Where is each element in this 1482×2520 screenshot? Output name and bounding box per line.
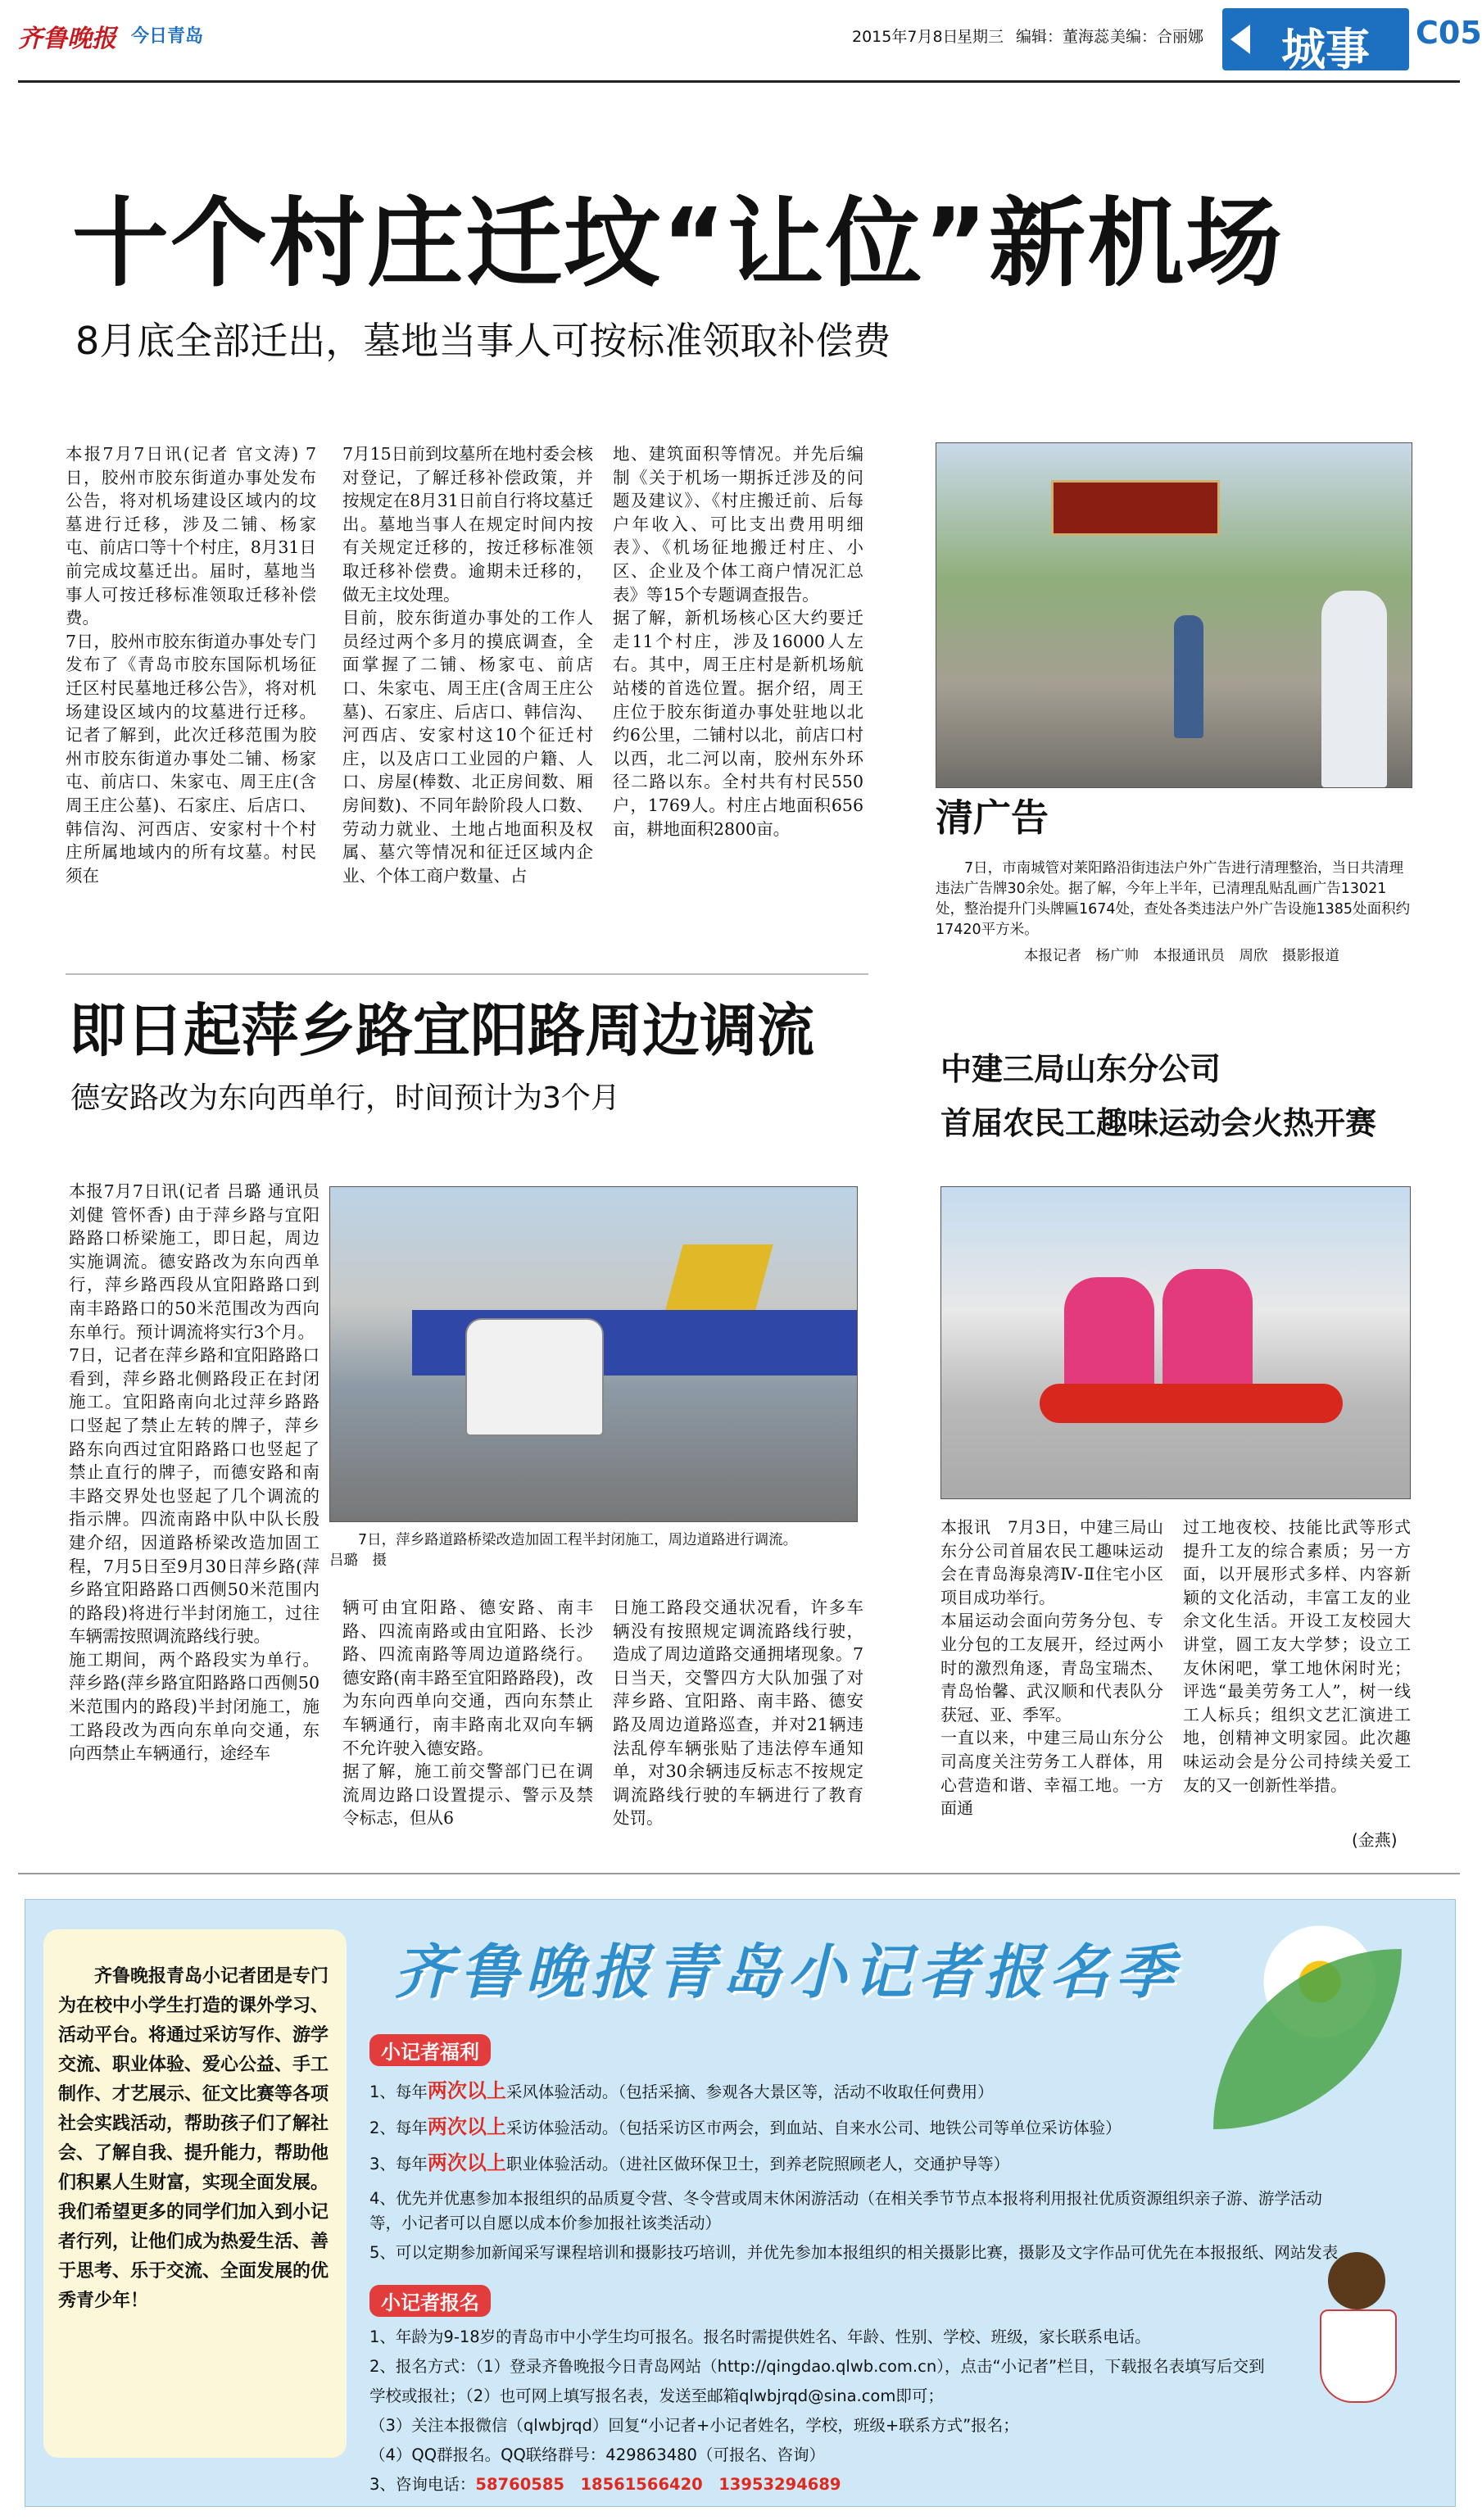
column-name: 今日青岛 <box>131 26 204 47</box>
signup-item: （4）QQ群报名。QQ联络群号：429863480（可报名、咨询） <box>369 2445 825 2464</box>
brief-title: 清广告 <box>936 795 1049 840</box>
editor-credit: 编辑：董海蕊 <box>1016 28 1110 46</box>
benefit-item: 3、每年两次以上职业体验活动。（进社区做环保卫士，到养老院照顾老人，交通护导等） <box>369 2151 1010 2174</box>
signup-item: 3、咨询电话：58760585 18561566420 13953294689 <box>369 2475 841 2494</box>
signup-pill: 小记者报名 <box>369 2285 491 2317</box>
story1-column-1: 本报7月7日讯(记者 官文涛) 7日，胶州市胶东街道办事处发布公告，将对机场建设区域内的坟墓进行迁移，涉及二铺、杨家屯、前店口等十个村庄，8月31日前完成坟墓迁出。届时，墓地当事人可按迁移标准领取迁移补偿费。 7日，胶州市胶东街道办事处专门发布了《青岛市胶东国际机场征迁区村民墓地迁移公告》，将对机场建设区域内的坟墓进行迁移。记者了解到，此次迁移范围为胶州市胶东街道办事处二铺、杨家屯、前店口、朱家屯、周王庄(含周王庄公墓)、石家庄、后店口、韩信沟、河西店、安家村十个村庄所属地域内的所有坟墓。村民须在 <box>66 444 316 886</box>
girl-dress <box>1320 2309 1397 2403</box>
signup-item: 1、年龄为9-18岁的青岛市中小学生均可报名。报名时需提供姓名、年龄、性别、学校、班级，家长联系电话。 <box>369 2327 1151 2346</box>
benefits-heading <box>369 2034 491 2066</box>
story2-column-1: 本报7月7日讯(记者 吕璐 通讯员 刘健 管怀香) 由于萍乡路与宜阳路路口桥梁施工，即日起，周边实施调流。德安路改为东向西单行，萍乡路西段从宜阳路路口到南丰路路口的50米范围改为西向东单行。预计调流将实行3个月。 7日，记者在萍乡路和宜阳路路口看到，萍乡路北侧路段正在封闭施工。宜阳路南向北过萍乡路路口竖起了禁止左转的牌子，萍乡路东向西过宜阳路路口也竖起了禁止直行的牌子，而德安路和南丰路交界处也竖起了几个调流的指示牌。四流南路中队中队长殷建介绍，因道路桥梁改造加固工程，7月5日至9月30日萍乡路(萍乡路宜阳路路口西侧50米范围内的路段)将进行半封闭施工，过往车辆需按照调流路线行驶。 施工期间，两个路段实为单行。萍乡路(萍乡路宜阳路路口西侧50米范围内的路段)半封闭施工，施工路段改为西向东单向交通，东向西禁止车辆通行，途经车 <box>69 1181 320 1764</box>
section-arrow-icon <box>1230 25 1250 54</box>
issue-date: 2015年7月8日 <box>852 28 959 46</box>
divider-ad <box>18 1873 1460 1874</box>
ad-intro-text: 齐鲁晚报青岛小记者团是专门为在校中小学生打造的课外学习、活动平台。将通过采访写作、游学交流、职业体验、爱心公益、手工制作、才艺展示、征文比赛等各项社会实践活动，帮助孩子们了解社会、了解自我、提升能力，帮助他们积累人生财富，实现全面发展。 我们希望更多的同学们加入到小记者行列，让他们成为热爱生活、善于思考、乐于交流、全面发展的优秀青少年！ <box>58 1966 329 2311</box>
photo-sign-board <box>1051 480 1220 536</box>
story1-column-2: 7月15日前到坟墓所在地村委会核对登记，了解迁移补偿政策，并按规定在8月31日前自行将坟墓迁出。墓地当事人在规定时间内按有关规定迁移的，按迁移标准领取迁移补偿费。逾期未迁移的，做无主坟处理。 目前，胶东街道办事处的工作人员经过两个多月的摸底调查，全面掌握了二铺、杨家屯、前店口、朱家屯、周王庄(含周王庄公墓)、石家庄、后店口、韩信沟、河西店、安家村这10个征迁村庄，以及店口工业园的户籍、人口、房屋(棒数、北正房间数、厢房间数)、不同年龄阶段人口数、劳动力就业、土地占地面积及权属、墓穴等情况和征迁区域内企业、个体工商户数量、占 <box>342 444 593 886</box>
benefit-item: 2、每年两次以上采访体验活动。（包括采访区市两会，到血站、自来水公司、地铁公司等单位采访体验） <box>369 2115 1122 2138</box>
benefit-item: 4、优先并优惠参加本报组织的品质夏令营、冬令营或周末休闲游活动（在相关季节节点本报将利用报社优质资源组织亲子游、游学活动等，小记者可以自愿以成本价参加报社该类活动） <box>369 2189 1322 2232</box>
newspaper-logo: 齐鲁晚报 <box>18 25 116 53</box>
benefit-item: 5、可以定期参加新闻采写课程培训和摄影技巧培训，并优先参加本报组织的相关摄影比赛，摄影及文字作品可优先在本报报纸、网站发表 <box>369 2243 1339 2262</box>
girl-head <box>1328 2252 1385 2309</box>
photo-worker-pink-2 <box>1162 1269 1253 1400</box>
section-name: 城事 <box>1281 24 1370 75</box>
story3-column-1: 本报讯 7月3日，中建三局山东分公司首届农民工趣味运动会在青岛海泉湾Ⅳ-Ⅱ住宅小区项目成功举行。 本届运动会面向劳务分包、专业分包的工友展开，经过两小时的激烈角逐，青岛宝瑞杰、青岛怡馨、武汉顺和代表队分获冠、亚、季军。 一直以来，中建三局山东分公司高度关注劳务工人群体，用心营造和谐、幸福工地。一方面通 <box>940 1517 1163 1819</box>
benefit-item: 1、每年两次以上采风体验活动。（包括采摘、参观各大景区等，活动不收取任何费用） <box>369 2079 994 2102</box>
headline-story1: 十个村庄迁坟“让位”新机场 <box>72 187 1285 300</box>
story3-byline: (金燕) <box>1352 1830 1398 1850</box>
story1-column-3: 地、建筑面积等情况。并先后编制《关于机场一期拆迁涉及的问题及建议》、《村庄搬迁前、后每户年收入、可比支出费用明细表》、《机场征地搬迁村庄、小区、企业及个体工商户情况汇总表》等15个专题调查报告。 据了解，新机场核心区大约要迁走11个村庄，涉及16000人左右。其中，周王庄村是新机场航站楼的首选位置。据介绍，周王庄位于胶东街道办事处驻地以北约6公里，二铺村以北，前店口村以西，北二河以南，胶州东外环径二路以东。全村共有村民550户，1769人。村庄占地面积656亩，耕地面积2800亩。 <box>613 444 863 839</box>
signup-list <box>369 2323 1279 2500</box>
section-tab <box>1222 8 1409 75</box>
subhead-story1: 8月底全部迁出，墓地当事人可按标准领取补偿费 <box>75 319 891 363</box>
photo-van <box>465 1318 604 1436</box>
masthead <box>0 0 1482 82</box>
story2-column-2: 辆可由宜阳路、德安路、南丰路、四流南路或由宜阳路、长沙路、四流南路等周边道路绕行。德安路(南丰路至宜阳路路段)，改为东向西单向交通，西向东禁止车辆通行，南丰路南北双向车辆不允许驶入德安路。 据了解，施工前交警部门已在调流周边路口设置提示、警示及禁令标志，但从6 <box>342 1598 593 1829</box>
photo-worker-pink-1 <box>1064 1277 1154 1400</box>
ad-panel <box>25 1899 1456 2507</box>
signup-item: 2、报名方式：（1）登录齐鲁晚报今日青岛网站（http://qingdao.qlwb.com.cn），点击“小记者”栏目，下载报名表填写后交到学校或报社；（2）也可网上填写报名表，发送至邮箱qlwbjrqd@sina.com即可； <box>369 2357 1265 2405</box>
issue-weekday: 星期三 <box>957 28 1004 46</box>
benefits-pill: 小记者福利 <box>369 2034 491 2066</box>
designer-credit: 美编：合丽娜 <box>1110 28 1204 46</box>
photo-sports-meet <box>940 1186 1411 1499</box>
photo-red-log <box>1040 1384 1343 1423</box>
photo-road-caption: 7日，萍乡路道路桥梁改造加固工程半封闭施工，周边道路进行调流。 吕璐 摄 <box>329 1532 1020 1569</box>
signup-item: （3）关注本报微信（qlwbjrqd）回复“小记者+小记者姓名，学校，班级+联系方式”报名； <box>369 2416 1019 2435</box>
photo-officer-figure <box>1321 591 1387 787</box>
headline-story2: 即日起萍乡路宜阳路周边调流 <box>69 997 814 1064</box>
subhead-story2: 德安路改为东向西单行，时间预计为3个月 <box>70 1081 620 1115</box>
girl-illustration <box>1303 2252 1410 2449</box>
ad-headline: 齐鲁晚报青岛小记者报名季 <box>394 1937 1181 2006</box>
ad-intro-box <box>43 1929 347 2458</box>
brief-byline: 本报记者 杨广帅 本报通讯员 周欣 摄影报道 <box>1024 948 1339 964</box>
page-number: C05 <box>1416 15 1482 51</box>
photo-excavator <box>665 1244 773 1310</box>
signup-heading <box>369 2285 491 2317</box>
photo-worker-figure <box>1174 615 1203 738</box>
photo-sign-removal <box>936 442 1412 788</box>
benefits-list <box>369 2074 1443 2265</box>
divider-story1 <box>66 973 868 975</box>
headline-story3-line1: 中建三局山东分公司 <box>940 1051 1221 1087</box>
header-rule <box>18 80 1460 83</box>
brief-caption: 7日，市南城管对莱阳路沿街违法户外广告进行清理整治，当日共清理违法广告牌30余处。据了解，今年上半年，已清理乱贴乱画广告13021处，整治提升门头牌匾1674处，查处各类违法户外广告设施1385处面积约17420平方米。 <box>936 860 1411 938</box>
story3-column-2: 过工地夜校、技能比武等形式提升工友的综合素质；另一方面，以开展形式多样、内容新颖的文化活动，丰富工友的业余文化生活。开设工友校园大讲堂，圆工友大学梦；设立工友休闲吧，掌工地休闲时光；评选“最美劳务工人”，树一线工人标兵；组织文艺汇演进工地，创精神文明家园。此次趣味运动会是分公司持续关爱工友的又一创新性举措。 <box>1183 1517 1411 1795</box>
contact-phones: 58760585 18561566420 13953294689 <box>475 2475 841 2494</box>
headline-story3-line2: 首届农民工趣味运动会火热开赛 <box>940 1105 1377 1141</box>
story2-column-3: 日施工路段交通状况看，许多车辆没有按照规定调流路线行驶，造成了周边道路交通拥堵现象。7日当天，交警四方大队加强了对萍乡路、宜阳路、南丰路、德安路及周边道路巡查，并对21辆违法乱停车辆张贴了违法停车通知单，对30余辆违反标志不按规定调流路线行驶的车辆进行了教育处罚。 <box>613 1598 863 1829</box>
photo-road-construction <box>329 1186 858 1522</box>
